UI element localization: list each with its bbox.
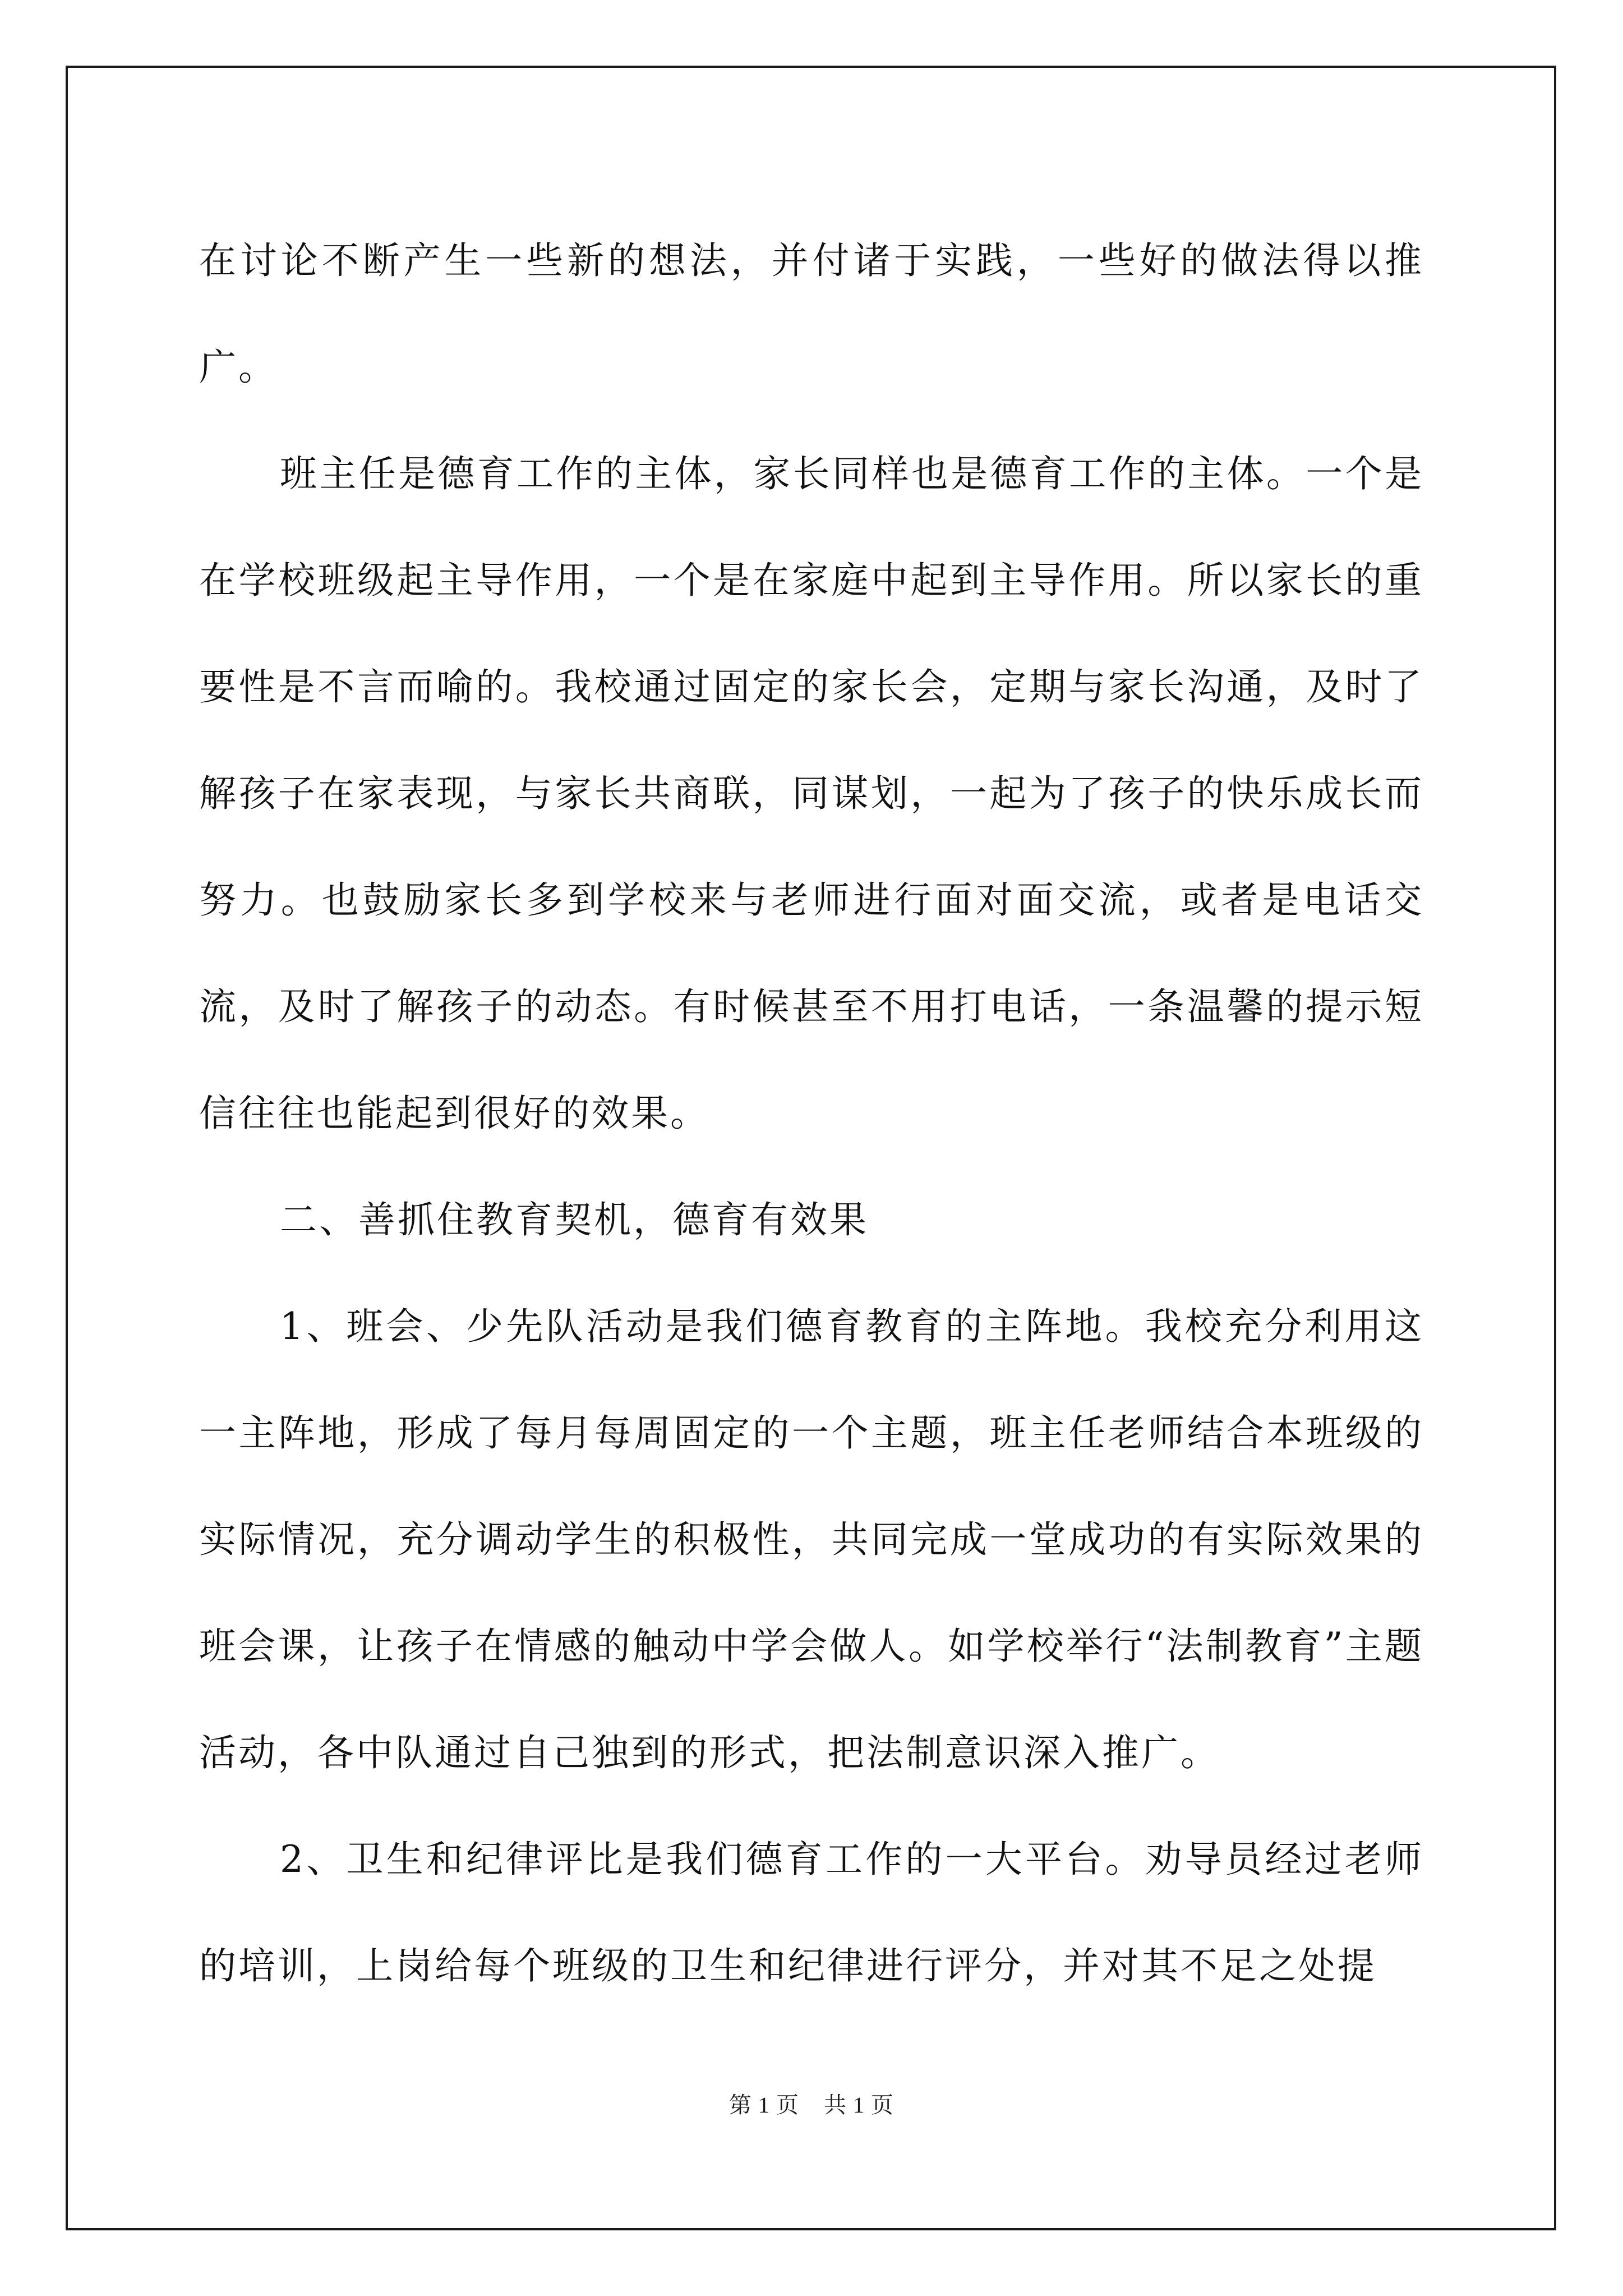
paragraph-3: 1、班会、少先队活动是我们德育教育的主阵地。我校充分利用这一主阵地，形成了每月每周固定的一个主题，班主任老师结合本班级的实际情况，充分调动学生的积极性，共同完成一堂成功的有实际效果的班会课，让孩子在情感的触动中学会做人。如学校举行“法制教育”主题活动，各中队通过自己独到的形式，把法制意识深入推广。 xyxy=(199,1305,1424,1774)
paragraph-2: 班主任是德育工作的主体，家长同样也是德育工作的主体。一个是在学校班级起主导作用，一个是在家庭中起到主导作用。所以家长的重要性是不言而喻的。我校通过固定的家长会，定期与家长沟通，及时了解孩子在家表现，与家长共商联，同谋划，一起为了孩子的快乐成长而努力。也鼓励家长多到学校来与老师进行面对面交流，或者是电话交流，及时了解孩子的动态。有时候甚至不用打电话，一条温馨的提示短信往往也能起到很好的效果。 xyxy=(199,452,1424,1135)
section-heading: 二、善抓住教育契机，德育有效果 xyxy=(280,1198,869,1241)
paragraph-4: 2、卫生和纪律评比是我们德育工作的一大平台。劝导员经过老师的培训，上岗给每个班级的卫生和纪律进行评分，并对其不足之处提 xyxy=(199,1838,1424,1987)
paragraph-1: 在讨论不断产生一些新的想法，并付诸于实践，一些好的做法得以推广。 xyxy=(199,239,1424,389)
page-number-footer: 第 1 页 共 1 页 xyxy=(729,2092,894,2118)
document-body xyxy=(199,208,1424,2019)
